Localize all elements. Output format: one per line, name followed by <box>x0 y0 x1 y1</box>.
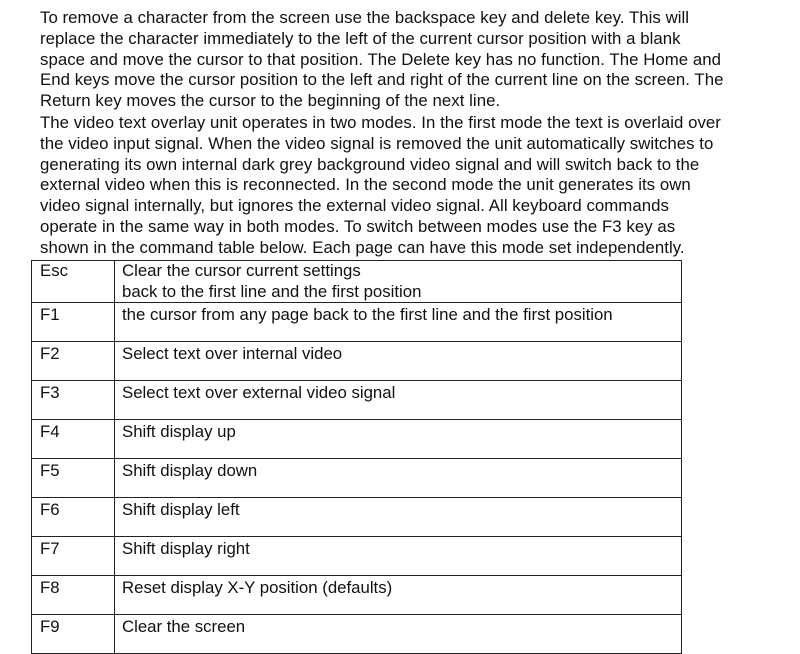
description-cell: Shift display down <box>115 459 682 498</box>
key-cell: F1 <box>32 303 115 342</box>
description-cell: the cursor from any page back to the first line and the first position <box>115 303 682 342</box>
table-row <box>32 261 682 303</box>
description-cell: Shift display left <box>115 498 682 537</box>
key-cell: Esc <box>32 261 115 303</box>
key-cell: F3 <box>32 381 115 420</box>
paragraph-overlay-modes: The video text overlay unit operates in two modes. In the first mode the text is overlaid over the video input signal. When the video signal is removed the unit automatically switches to generating its own internal dark grey background video signal and will switch back to the external video when this is reconnected. In the second mode the unit generates its own video signal internally, but ignores the external video signal. All keyboard commands operate in the same way in both modes. To switch between modes use the F3 key as shown in the command table below. Each page can have this mode set independently. <box>40 113 721 257</box>
description-cell <box>115 261 682 303</box>
key-cell: F7 <box>32 537 115 576</box>
description-line: Clear the cursor current settings <box>122 261 361 280</box>
description-cell: Clear the screen <box>115 615 682 654</box>
table-row <box>32 303 682 342</box>
table-row <box>32 381 682 420</box>
table-row <box>32 342 682 381</box>
table-row <box>32 615 682 654</box>
table-row <box>32 498 682 537</box>
description-cell: Select text over external video signal <box>115 381 682 420</box>
description-line: back to the first line and the first position <box>122 281 422 301</box>
key-cell: F8 <box>32 576 115 615</box>
paragraph-cursor-keys: To remove a character from the screen use the backspace key and delete key. This will replace the character immediately to the left of the current cursor position with a blank space and move the cursor to that position. The Delete key has no function. The Home and End keys move the cursor position to the left and right of the current line on the screen. The Return key moves the cursor to the beginning of the next line. <box>40 8 724 111</box>
key-cell: F6 <box>32 498 115 537</box>
table-row <box>32 420 682 459</box>
table-row <box>32 576 682 615</box>
description-cell: Shift display right <box>115 537 682 576</box>
table-row <box>32 537 682 576</box>
table-row <box>32 459 682 498</box>
description-cell: Reset display X-Y position (defaults) <box>115 576 682 615</box>
command-table <box>31 260 682 654</box>
description-cell: Select text over internal video <box>115 342 682 381</box>
key-cell: F9 <box>32 615 115 654</box>
description-cell: Shift display up <box>115 420 682 459</box>
key-cell: F4 <box>32 420 115 459</box>
key-cell: F5 <box>32 459 115 498</box>
key-cell: F2 <box>32 342 115 381</box>
